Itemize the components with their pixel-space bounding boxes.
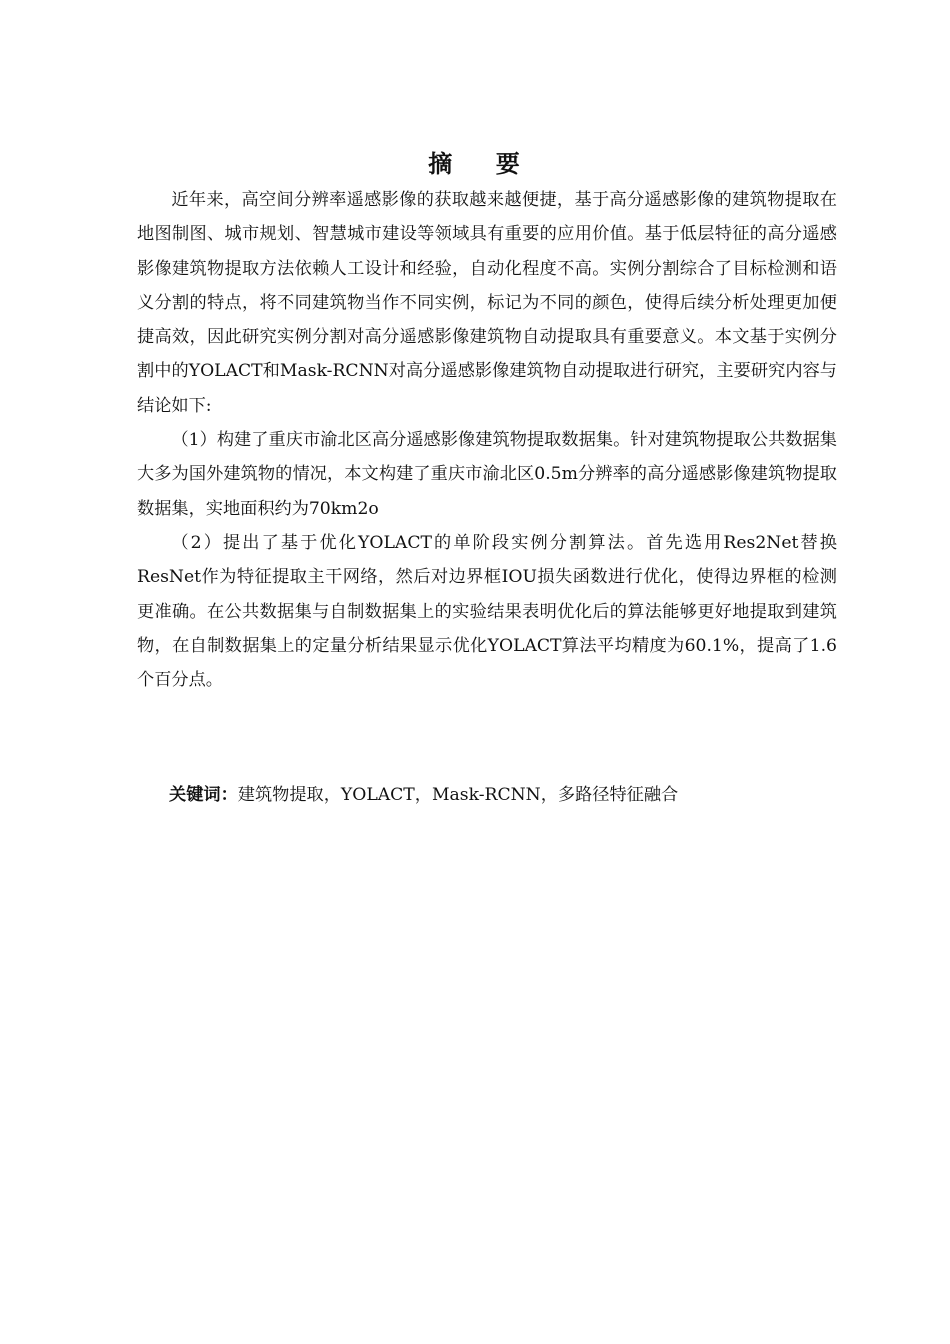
abstract-title: 摘 要 [428, 150, 522, 178]
keywords-label: 关键词： [169, 785, 238, 805]
keywords-list: 建筑物提取，YOLACT，Mask-RCNN，多路径特征融合 [237, 785, 679, 805]
abstract-paragraph-contribution-1: （1）构建了重庆市渝北区高分遥感影像建筑物提取数据集。针对建筑物提取公共数据集大多为国外建筑物的情况，本文构建了重庆市渝北区0.5m分辨率的高分遥感影像建筑物提取数据集，实地面积约为70km2o [137, 430, 837, 519]
abstract-paragraph-intro: 近年来，高空间分辨率遥感影像的获取越来越便捷，基于高分遥感影像的建筑物提取在地图制图、城市规划、智慧城市建设等领域具有重要的应用价值。基于低层特征的高分遥感影像建筑物提取方法依赖人工设计和经验，自动化程度不高。实例分割综合了目标检测和语义分割的特点，将不同建筑物当作不同实例，标记为不同的颜色，使得后续分析处理更加便捷高效，因此研究实例分割对高分遥感影像建筑物自动提取具有重要意义。本文基于实例分割中的YOLACT和Mask-RCNN对高分遥感影像建筑物自动提取进行研究，主要研究内容与结论如下: [137, 190, 837, 416]
abstract-paragraph-contribution-2: （2）提出了基于优化YOLACT的单阶段实例分割算法。首先选用Res2Net替换ResNet作为特征提取主干网络，然后对边界框IOU损失函数进行优化，使得边界框的检测更准确。在公共数据集与自制数据集上的实验结果表明优化后的算法能够更好地提取到建筑物，在自制数据集上的定量分析结果显示优化YOLACT算法平均精度为60.1%，提高了1.6个百分点。 [137, 532, 837, 691]
abstract-body [137, 183, 837, 697]
keywords-line [169, 778, 837, 812]
